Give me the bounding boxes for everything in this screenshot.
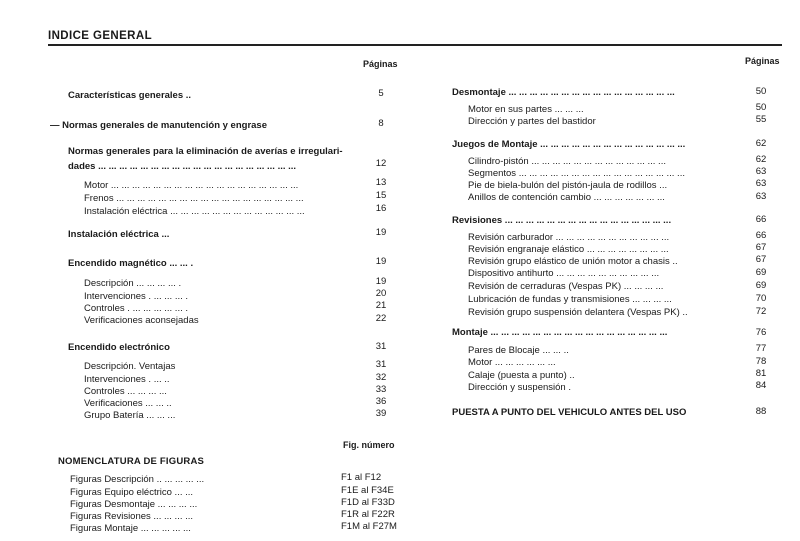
toc-entry: Dirección y partes del bastidor xyxy=(468,116,596,127)
toc-entry: dades ... ... ... ... ... ... ... ... ... ... ... ... ... ... ... ... ... ... ... xyxy=(68,161,297,172)
toc-entry: Revisión carburador ... ... ... ... ... ... ... ... ... ... ... xyxy=(468,232,670,243)
fig-number-header: Fig. número xyxy=(343,440,395,450)
toc-entry: Normas generales para la eliminación de averías e irregulari- xyxy=(68,146,343,157)
toc-entry: Anillos de contención cambio ... ... ... ... ... ... ... xyxy=(468,192,665,203)
toc-entry: Cilindro-pistón ... ... ... ... ... ... ... ... ... ... ... ... ... xyxy=(468,156,666,167)
figure-range: F1R al F22R xyxy=(341,509,395,520)
toc-page: 62 xyxy=(755,138,767,149)
toc-entry: PUESTA A PUNTO DEL VEHICULO ANTES DEL USO xyxy=(452,407,687,418)
right-pages-header: Páginas xyxy=(745,56,780,66)
toc-page: 5 xyxy=(378,88,384,99)
toc-page: 36 xyxy=(375,396,387,407)
toc-page: 81 xyxy=(755,368,767,379)
toc-page: 12 xyxy=(375,158,387,169)
toc-page: 62 xyxy=(755,154,767,165)
toc-entry: Intervenciones . ... ... ... . xyxy=(84,291,189,302)
figure-group-label: Figuras Montaje ... ... ... ... ... xyxy=(70,523,191,534)
toc-page: 88 xyxy=(755,406,767,417)
toc-page: 67 xyxy=(755,242,767,253)
toc-page: 50 xyxy=(755,102,767,113)
toc-page: 76 xyxy=(755,327,767,338)
toc-page: 67 xyxy=(755,254,767,265)
title-rule xyxy=(48,44,782,46)
figure-group-label: Figuras Revisiones ... ... ... ... xyxy=(70,511,194,522)
toc-page: 78 xyxy=(755,356,767,367)
page-title: INDICE GENERAL xyxy=(48,30,152,42)
toc-page: 15 xyxy=(375,190,387,201)
figure-group-label: Figuras Descripción .. ... ... ... ... xyxy=(70,474,205,485)
toc-page: 32 xyxy=(375,372,387,383)
toc-entry: Pie de biela-bulón del pistón-jaula de rodillos ... xyxy=(468,180,668,191)
toc-page: 69 xyxy=(755,280,767,291)
toc-page: 31 xyxy=(375,341,387,352)
toc-entry: Revisión de cerraduras (Vespas PK) ... ... ... ... xyxy=(468,281,664,292)
toc-entry: Verificaciones ... ... .. xyxy=(84,398,172,409)
toc-entry: Intervenciones . ... .. xyxy=(84,374,170,385)
toc-page: 19 xyxy=(375,227,387,238)
toc-entry: Descripción ... ... ... ... . xyxy=(84,278,182,289)
figure-group-label: Figuras Equipo eléctrico ... ... xyxy=(70,487,194,498)
toc-entry: — Normas generales de manutención y engrase xyxy=(50,120,267,131)
toc-entry: Revisión engranaje elástico ... ... ... ... ... ... ... ... xyxy=(468,244,669,255)
toc-page: 31 xyxy=(375,359,387,370)
left-pages-header: Páginas xyxy=(363,59,398,69)
toc-page: 66 xyxy=(755,230,767,241)
toc-page: 63 xyxy=(755,191,767,202)
toc-entry: Motor ... ... ... ... ... ... ... ... ... ... ... ... ... ... ... ... ... ... xyxy=(84,180,299,191)
toc-page: 69 xyxy=(755,267,767,278)
toc-page: 33 xyxy=(375,384,387,395)
nomenclature-title: NOMENCLATURA DE FIGURAS xyxy=(58,456,205,467)
toc-page: 55 xyxy=(755,114,767,125)
toc-entry: Calaje (puesta a punto) .. xyxy=(468,370,575,381)
toc-page: 20 xyxy=(375,288,387,299)
toc-entry: Motor ... ... ... ... ... ... xyxy=(468,357,556,368)
toc-entry: Revisiones ... ... ... ... ... ... ... ... ... ... ... ... ... ... ... ... xyxy=(452,215,672,226)
toc-entry: Instalación eléctrica ... xyxy=(68,229,170,240)
toc-entry: Frenos ... ... ... ... ... ... ... ... ... ... ... ... ... ... ... ... ... ... xyxy=(84,193,304,204)
figure-range: F1D al F33D xyxy=(341,497,395,508)
toc-page: 63 xyxy=(755,178,767,189)
toc-page: 50 xyxy=(755,86,767,97)
toc-entry: Montaje ... ... ... ... ... ... ... ... ... ... ... ... ... ... ... ... ... xyxy=(452,327,668,338)
toc-page: 63 xyxy=(755,166,767,177)
toc-page: 84 xyxy=(755,380,767,391)
toc-entry: Grupo Batería ... ... ... xyxy=(84,410,176,421)
toc-entry: Características generales .. xyxy=(68,90,192,101)
figure-group-label: Figuras Desmontaje ... ... ... ... xyxy=(70,499,198,510)
toc-page: 13 xyxy=(375,177,387,188)
toc-page: 19 xyxy=(375,256,387,267)
figure-range: F1M al F27M xyxy=(341,521,397,532)
toc-entry: Motor en sus partes ... ... ... xyxy=(468,104,584,115)
toc-entry: Encendido electrónico xyxy=(68,342,170,353)
toc-entry: Juegos de Montaje ... ... ... ... ... ... ... ... ... ... ... ... ... ... xyxy=(452,139,686,150)
toc-entry: Dispositivo antihurto ... ... ... ... ... ... ... ... ... ... xyxy=(468,268,660,279)
toc-page: 19 xyxy=(375,276,387,287)
toc-entry: Lubricación de fundas y transmisiones ... ... ... ... xyxy=(468,294,672,305)
toc-entry: Revisión grupo elástico de unión motor a chasis .. xyxy=(468,256,678,267)
toc-page: 8 xyxy=(378,118,384,129)
toc-entry: Revisión grupo suspensión delantera (Vespas PK) .. xyxy=(468,307,688,318)
toc-entry: Descripción. Ventajas xyxy=(84,361,176,372)
figure-range: F1 al F12 xyxy=(341,472,382,483)
toc-entry: Instalación eléctrica ... ... ... ... ... ... ... ... ... ... ... ... ... xyxy=(84,206,305,217)
toc-entry: Verificaciones aconsejadas xyxy=(84,315,199,326)
toc-entry: Encendido magnético ... ... . xyxy=(68,258,194,269)
toc-entry: Dirección y suspensión . xyxy=(468,382,571,393)
toc-page: 22 xyxy=(375,313,387,324)
toc-page: 77 xyxy=(755,343,767,354)
toc-entry: Segmentos ... ... ... ... ... ... ... ... ... ... ... ... ... ... ... ... xyxy=(468,168,685,179)
toc-page: 66 xyxy=(755,214,767,225)
toc-page: 70 xyxy=(755,293,767,304)
toc-entry: Pares de Blocaje ... ... .. xyxy=(468,345,569,356)
toc-page: 21 xyxy=(375,300,387,311)
toc-entry: Desmontaje ... ... ... ... ... ... ... ... ... ... ... ... ... ... ... ... xyxy=(452,87,675,98)
toc-entry: Controles ... ... ... ... xyxy=(84,386,167,397)
toc-page: 16 xyxy=(375,203,387,214)
toc-entry: Controles . ... ... ... ... ... . xyxy=(84,303,189,314)
toc-page: 72 xyxy=(755,306,767,317)
figure-range: F1E al F34E xyxy=(341,485,394,496)
toc-page: 39 xyxy=(375,408,387,419)
